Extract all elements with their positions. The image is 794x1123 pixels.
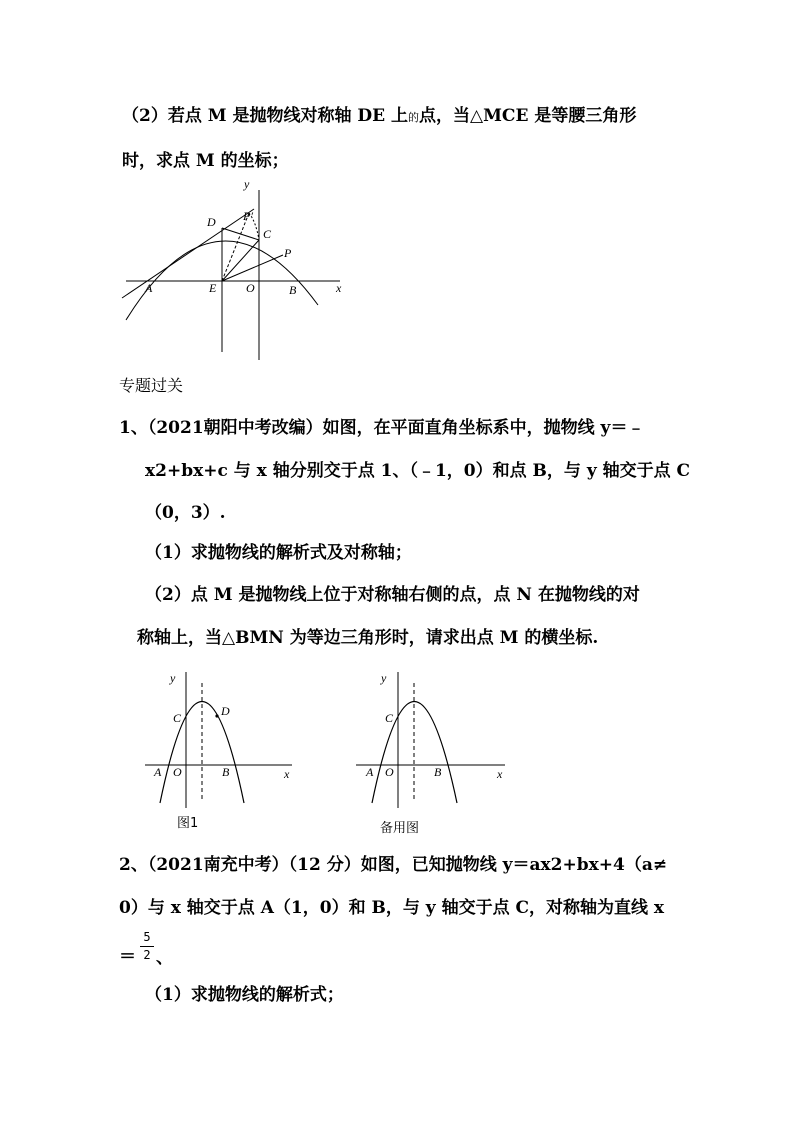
top-label-b: B (289, 283, 297, 297)
fig1-label-y: y (170, 671, 176, 685)
q1-line3: （0，3）. (145, 503, 226, 523)
fig1-point-d (215, 714, 218, 717)
fig2-label-x: x (497, 767, 503, 781)
q2-frac-num: 5 (143, 930, 151, 944)
fig2-label-o: O (385, 765, 394, 779)
q2-line3-end: 、 (156, 948, 173, 968)
top-label-p-prime: P′ (243, 209, 253, 223)
top-label-d: D (207, 215, 216, 229)
top-label-p: P (284, 246, 292, 260)
part2-line1-small: 的 (408, 111, 420, 124)
fig1-label-d: D (221, 704, 230, 718)
part2-line1-a: （2）若点 M 是抛物线对称轴 DE 上 (122, 106, 409, 126)
part2-line1-b: 点，当△MCE 是等腰三角形 (419, 106, 637, 126)
q2-line1: 2、（2021南充中考）（12 分）如图，已知抛物线 y＝ax2+bx+4（a≠ (119, 855, 668, 875)
q2-frac-bar (140, 946, 154, 947)
q1-sub2-line2: 称轴上，当△BMN 为等边三角形时，请求出点 M 的横坐标. (137, 628, 599, 648)
q1-line1: 1、（2021朝阳中考改编）如图，在平面直角坐标系中，抛物线 y＝﹣ (119, 418, 645, 438)
fig2-label-b: B (434, 765, 442, 779)
part2-line1 (122, 108, 636, 125)
fig1-label-c: C (173, 711, 182, 725)
fig1-label-a: A (154, 765, 162, 779)
top-label-e: E (209, 281, 217, 295)
q1-figure-1 (140, 665, 300, 815)
q2-frac-den: 2 (143, 948, 151, 962)
top-label-y: y (244, 177, 250, 191)
top-label-c: C (263, 227, 272, 241)
fig1-label-x: x (284, 767, 290, 781)
section-title: 专题过关 (119, 376, 184, 395)
top-label-a: A (145, 281, 153, 295)
q1-figure-2 (350, 665, 510, 815)
fig2-label-y: y (381, 671, 387, 685)
part2-line2: 时，求点 M 的坐标； (122, 151, 289, 171)
q2-line3-eq: ＝ (119, 947, 136, 967)
top-line-ec (222, 240, 259, 281)
top-label-o: O (246, 281, 255, 295)
q1-sub1: （1）求抛物线的解析式及对称轴； (145, 543, 412, 563)
fig2-label-c: C (385, 711, 394, 725)
q1-sub2-line1: （2）点 M 是抛物线上位于对称轴右侧的点，点 N 在抛物线的对 (145, 585, 640, 605)
q2-sub1: （1）求抛物线的解析式； (145, 985, 344, 1005)
q1-line2: x2+bx+c 与 x 轴分别交于点 1、（﹣1，0）和点 B，与 y 轴交于点 C (145, 461, 691, 481)
fig2-caption: 备用图 (380, 821, 420, 836)
top-line-ap (122, 209, 254, 298)
fig1-caption: 图1 (177, 816, 199, 831)
fig1-label-b: B (222, 765, 230, 779)
top-label-x: x (336, 281, 342, 295)
top-line-ep (222, 255, 283, 281)
fig2-label-a: A (366, 765, 374, 779)
fig1-label-o: O (173, 765, 182, 779)
q2-line2: 0）与 x 轴交于点 A（1，0）和 B，与 y 轴交于点 C，对称轴为直线 x (119, 898, 665, 918)
top-figure (118, 172, 350, 364)
